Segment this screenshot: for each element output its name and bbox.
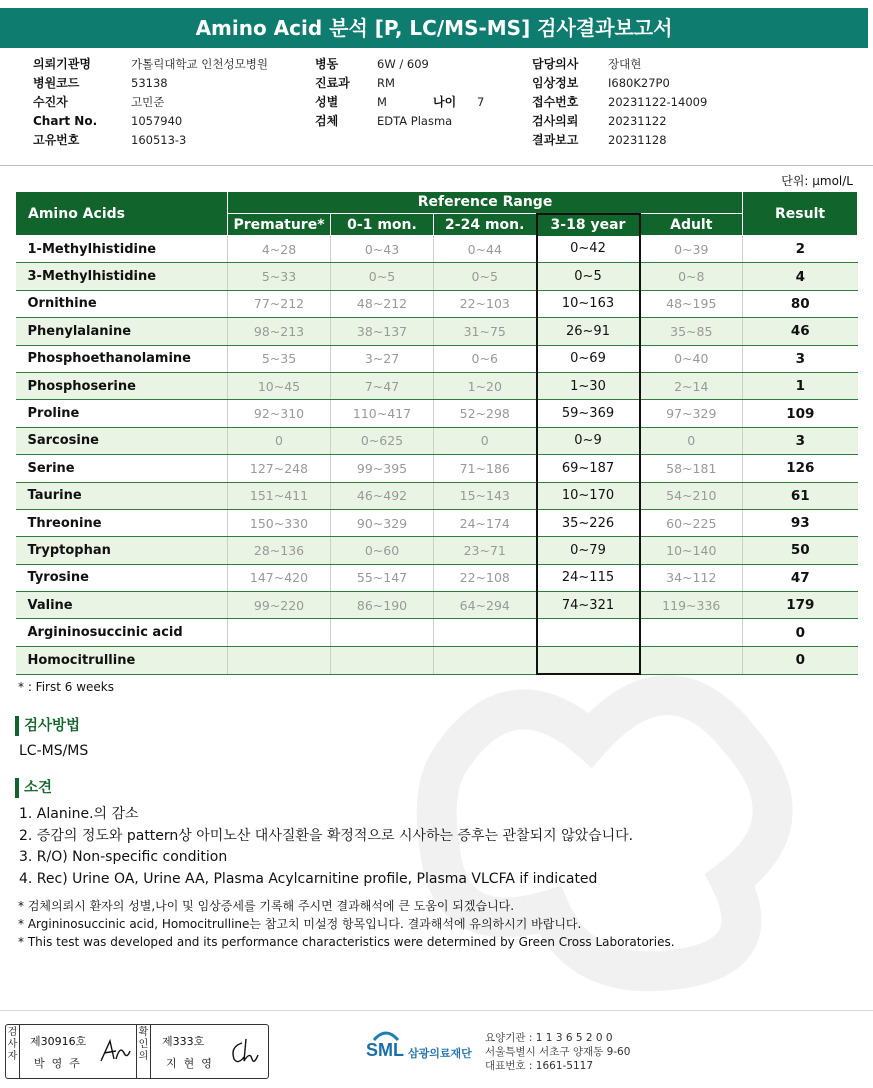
method-heading: 검사방법: [15, 716, 80, 736]
reference-range-cell: 0~9: [537, 427, 640, 454]
result-cell: 46: [743, 318, 858, 345]
reference-range-cell: 0~43: [331, 236, 434, 263]
age-label: 나이: [433, 95, 457, 109]
reference-range-cell: 10~170: [537, 482, 640, 509]
reference-range-cell: [228, 646, 331, 674]
reference-range-cell: 38~137: [331, 318, 434, 345]
reference-range-cell: 151~411: [228, 482, 331, 509]
reference-range-cell: 74~321: [537, 592, 640, 619]
reference-range-cell: 26~91: [537, 318, 640, 345]
reference-range-cell: 0~5: [537, 263, 640, 290]
result-cell: 50: [743, 537, 858, 564]
reference-range-cell: 24~115: [537, 564, 640, 591]
reference-range-cell: 23~71: [434, 537, 537, 564]
reference-range-cell: 7~47: [331, 372, 434, 399]
result-cell: 93: [743, 509, 858, 536]
reference-range-cell: 35~226: [537, 509, 640, 536]
age-value: 7: [477, 95, 485, 109]
reference-range-cell: 0~42: [537, 236, 640, 263]
info-label: 성별: [315, 95, 339, 109]
reference-range-cell: 22~108: [434, 564, 537, 591]
lab-address: [485, 1031, 630, 1073]
result-cell: 61: [743, 482, 858, 509]
info-label: 병원코드: [33, 76, 80, 90]
reference-range-cell: 0~5: [434, 263, 537, 290]
footer-divider: [0, 1010, 873, 1011]
amino-acid-name: 1-Methylhistidine: [16, 236, 228, 263]
reference-range-cell: 99~395: [331, 455, 434, 482]
footnote-line: * This test was developed and its performance characteristics were determined by Green Cross Laboratories.: [18, 935, 675, 949]
reference-range-cell: 119~336: [640, 592, 743, 619]
reference-range-cell: 98~213: [228, 318, 331, 345]
result-cell: 4: [743, 263, 858, 290]
table-row: [16, 236, 858, 263]
reference-range-cell: 5~35: [228, 345, 331, 372]
amino-acid-name: Argininosuccinic acid: [16, 619, 228, 646]
info-label: 임상정보: [532, 76, 579, 90]
reference-range-cell: 0~69: [537, 345, 640, 372]
result-cell: 126: [743, 455, 858, 482]
findings-heading: 소견: [15, 778, 52, 798]
reference-range-cell: 92~310: [228, 400, 331, 427]
reference-range-cell: 0~44: [434, 236, 537, 263]
finding-line: 1. Alanine.의 감소: [19, 806, 139, 822]
subheader-0-1-mon: 0-1 mon.: [331, 214, 434, 236]
findings-list: [19, 804, 633, 890]
reference-range-cell: 0~40: [640, 345, 743, 372]
reference-range-cell: 31~75: [434, 318, 537, 345]
info-label: Chart No.: [33, 114, 98, 128]
reference-range-cell: 110~417: [331, 400, 434, 427]
reference-range-cell: 0~5: [331, 263, 434, 290]
reference-range-cell: 10~140: [640, 537, 743, 564]
info-value: RM: [377, 76, 395, 90]
info-label: 검사의뢰: [532, 114, 579, 128]
amino-acid-name: Tyrosine: [16, 564, 228, 591]
header-reference-range: Reference Range: [228, 192, 743, 214]
reference-range-cell: 35~85: [640, 318, 743, 345]
examiner-number: 제30916호: [30, 1035, 87, 1048]
reference-range-cell: 24~174: [434, 509, 537, 536]
info-value: EDTA Plasma: [377, 114, 453, 128]
table-row: [16, 263, 858, 290]
header-amino-acids: Amino Acids: [16, 192, 228, 236]
amino-acid-name: Serine: [16, 455, 228, 482]
table-row: [16, 564, 858, 591]
reference-range-cell: [434, 619, 537, 646]
result-cell: 179: [743, 592, 858, 619]
reference-range-cell: [331, 646, 434, 674]
lab-line: 서울특별시 서초구 양재동 9-60: [485, 1046, 631, 1058]
signature-box: [5, 1024, 269, 1079]
header-divider: [0, 165, 873, 166]
reference-range-cell: 71~186: [434, 455, 537, 482]
footnote-line: * 검체의뢰시 환자의 성별,나이 및 임상증세를 기록해 주시면 결과해석에 큰 도움이 되겠습니다.: [18, 899, 515, 913]
result-cell: 47: [743, 564, 858, 591]
info-value: 20231128: [608, 133, 667, 147]
amino-acid-name: Threonine: [16, 509, 228, 536]
confirmer-label: 확인의: [137, 1025, 151, 1078]
table-row: [16, 290, 858, 317]
examiner-signature: [98, 1037, 132, 1067]
amino-acid-name: Phenylalanine: [16, 318, 228, 345]
lab-line: 요양기관 : 1 1 3 6 5 2 0 0: [485, 1032, 613, 1044]
reference-range-cell: 90~329: [331, 509, 434, 536]
table-row: [16, 372, 858, 399]
info-label: 병동: [315, 57, 339, 71]
reference-range-cell: 86~190: [331, 592, 434, 619]
reference-range-cell: 22~103: [434, 290, 537, 317]
reference-range-cell: 77~212: [228, 290, 331, 317]
examiner-name: 박영주: [34, 1057, 87, 1070]
table-row: [16, 509, 858, 536]
lab-line: 대표번호 : 1661-5117: [485, 1060, 594, 1072]
reference-range-cell: 0: [228, 427, 331, 454]
info-value: 장대현: [608, 57, 642, 71]
table-row: [16, 592, 858, 619]
patient-info-col1: [33, 55, 268, 150]
info-label: 담당의사: [532, 57, 579, 71]
reference-range-cell: 48~212: [331, 290, 434, 317]
reference-range-cell: 0~6: [434, 345, 537, 372]
info-label: 접수번호: [532, 95, 579, 109]
amino-acid-name: Taurine: [16, 482, 228, 509]
reference-range-cell: 59~369: [537, 400, 640, 427]
reference-range-cell: [537, 646, 640, 674]
info-value: I680K27P0: [608, 76, 670, 90]
reference-range-cell: 34~112: [640, 564, 743, 591]
reference-range-cell: 10~45: [228, 372, 331, 399]
amino-acid-name: Sarcosine: [16, 427, 228, 454]
finding-line: 4. Rec) Urine OA, Urine AA, Plasma Acylcarnitine profile, Plasma VLCFA if indicated: [19, 870, 598, 887]
unit-label: 단위: μmol/L: [781, 174, 853, 188]
reference-range-cell: 46~492: [331, 482, 434, 509]
info-label: 고유번호: [33, 133, 80, 147]
table-row: [16, 400, 858, 427]
result-cell: 80: [743, 290, 858, 317]
amino-acid-name: Ornithine: [16, 290, 228, 317]
amino-acid-table: [15, 191, 858, 675]
subheader-3-18-year: 3-18 year: [537, 214, 640, 236]
reference-range-cell: [640, 646, 743, 674]
info-value: 53138: [131, 76, 168, 90]
finding-line: 2. 증감의 정도와 pattern상 아미노산 대사질환을 확정적으로 시사하는 증후는 관찰되지 않았습니다.: [19, 827, 634, 844]
reference-range-cell: [228, 619, 331, 646]
reference-range-cell: 69~187: [537, 455, 640, 482]
reference-range-cell: [537, 619, 640, 646]
reference-range-cell: [331, 619, 434, 646]
reference-range-cell: 1~30: [537, 372, 640, 399]
logo-text: SML: [366, 1040, 404, 1060]
patient-info-col2: [315, 55, 484, 131]
reference-range-cell: 0: [640, 427, 743, 454]
info-value: 고민준: [131, 95, 165, 109]
subheader-adult: Adult: [640, 214, 743, 236]
info-label: 수진자: [33, 95, 68, 109]
info-label: 의뢰기관명: [33, 57, 91, 71]
table-row: [16, 537, 858, 564]
reference-range-cell: 54~210: [640, 482, 743, 509]
premature-footnote: * : First 6 weeks: [18, 680, 114, 694]
reference-range-cell: 60~225: [640, 509, 743, 536]
result-cell: 1: [743, 372, 858, 399]
reference-range-cell: 28~136: [228, 537, 331, 564]
info-value: 20231122-14009: [608, 95, 708, 109]
reference-range-cell: 150~330: [228, 509, 331, 536]
table-row: [16, 345, 858, 372]
result-cell: 3: [743, 345, 858, 372]
reference-range-cell: 5~33: [228, 263, 331, 290]
reference-range-cell: 0~39: [640, 236, 743, 263]
table-row: [16, 455, 858, 482]
confirmer-name: 지현영: [166, 1057, 219, 1070]
amino-acid-name: Phosphoserine: [16, 372, 228, 399]
reference-range-cell: 0: [434, 427, 537, 454]
finding-line: 3. R/O) Non-specific condition: [19, 849, 228, 865]
report-title: Amino Acid 분석 [P, LC/MS-MS] 검사결과보고서: [0, 8, 868, 48]
reference-range-cell: 64~294: [434, 592, 537, 619]
info-value: 20231122: [608, 114, 667, 128]
table-row: [16, 646, 858, 674]
reference-range-cell: [640, 619, 743, 646]
footnotes: [18, 897, 675, 951]
info-value: M: [377, 95, 387, 109]
subheader-2-24-mon: 2-24 mon.: [434, 214, 537, 236]
reference-range-cell: 147~420: [228, 564, 331, 591]
reference-range-cell: 4~28: [228, 236, 331, 263]
reference-range-cell: 58~181: [640, 455, 743, 482]
table-row: [16, 482, 858, 509]
info-value: 6W / 609: [377, 57, 429, 71]
reference-range-cell: 0~625: [331, 427, 434, 454]
table-row: [16, 619, 858, 646]
logo-subtitle: 삼광의료재단: [408, 1047, 472, 1060]
method-text: LC-MS/MS: [19, 743, 89, 759]
amino-acid-name: Proline: [16, 400, 228, 427]
reference-range-cell: 15~143: [434, 482, 537, 509]
table-row: [16, 427, 858, 454]
result-cell: 0: [743, 646, 858, 674]
reference-range-cell: [434, 646, 537, 674]
amino-acid-name: Homocitrulline: [16, 646, 228, 674]
result-cell: 0: [743, 619, 858, 646]
reference-range-cell: 0~79: [537, 537, 640, 564]
reference-range-cell: 55~147: [331, 564, 434, 591]
reference-range-cell: 1~20: [434, 372, 537, 399]
patient-info-col3: [532, 55, 707, 150]
reference-range-cell: 97~329: [640, 400, 743, 427]
confirmer-number: 제333호: [162, 1035, 205, 1048]
reference-range-cell: 52~298: [434, 400, 537, 427]
reference-range-cell: 0~8: [640, 263, 743, 290]
confirmer-signature: [228, 1037, 262, 1067]
info-label: 진료과: [315, 76, 350, 90]
amino-acid-name: 3-Methylhistidine: [16, 263, 228, 290]
result-cell: 2: [743, 236, 858, 263]
amino-acid-name: Valine: [16, 592, 228, 619]
amino-acid-name: Tryptophan: [16, 537, 228, 564]
reference-range-cell: 10~163: [537, 290, 640, 317]
examiner-label: 검사자: [6, 1025, 20, 1078]
result-cell: 109: [743, 400, 858, 427]
amino-acid-name: Phosphoethanolamine: [16, 345, 228, 372]
subheader-premature: Premature*: [228, 214, 331, 236]
header-result: Result: [743, 192, 858, 236]
reference-range-cell: 2~14: [640, 372, 743, 399]
reference-range-cell: 3~27: [331, 345, 434, 372]
info-value: 160513-3: [131, 133, 187, 147]
reference-range-cell: 99~220: [228, 592, 331, 619]
footnote-line: * Argininosuccinic acid, Homocitrulline는 참고치 미설정 항목입니다. 결과해석에 유의하시기 바랍니다.: [18, 917, 582, 931]
table-row: [16, 318, 858, 345]
info-value: 가톨릭대학교 인천성모병원: [131, 57, 268, 71]
result-cell: 3: [743, 427, 858, 454]
info-value: 1057940: [131, 114, 183, 128]
reference-range-cell: 48~195: [640, 290, 743, 317]
reference-range-cell: 0~60: [331, 537, 434, 564]
reference-range-cell: 127~248: [228, 455, 331, 482]
info-label: 검체: [315, 114, 339, 128]
info-label: 결과보고: [532, 133, 579, 147]
